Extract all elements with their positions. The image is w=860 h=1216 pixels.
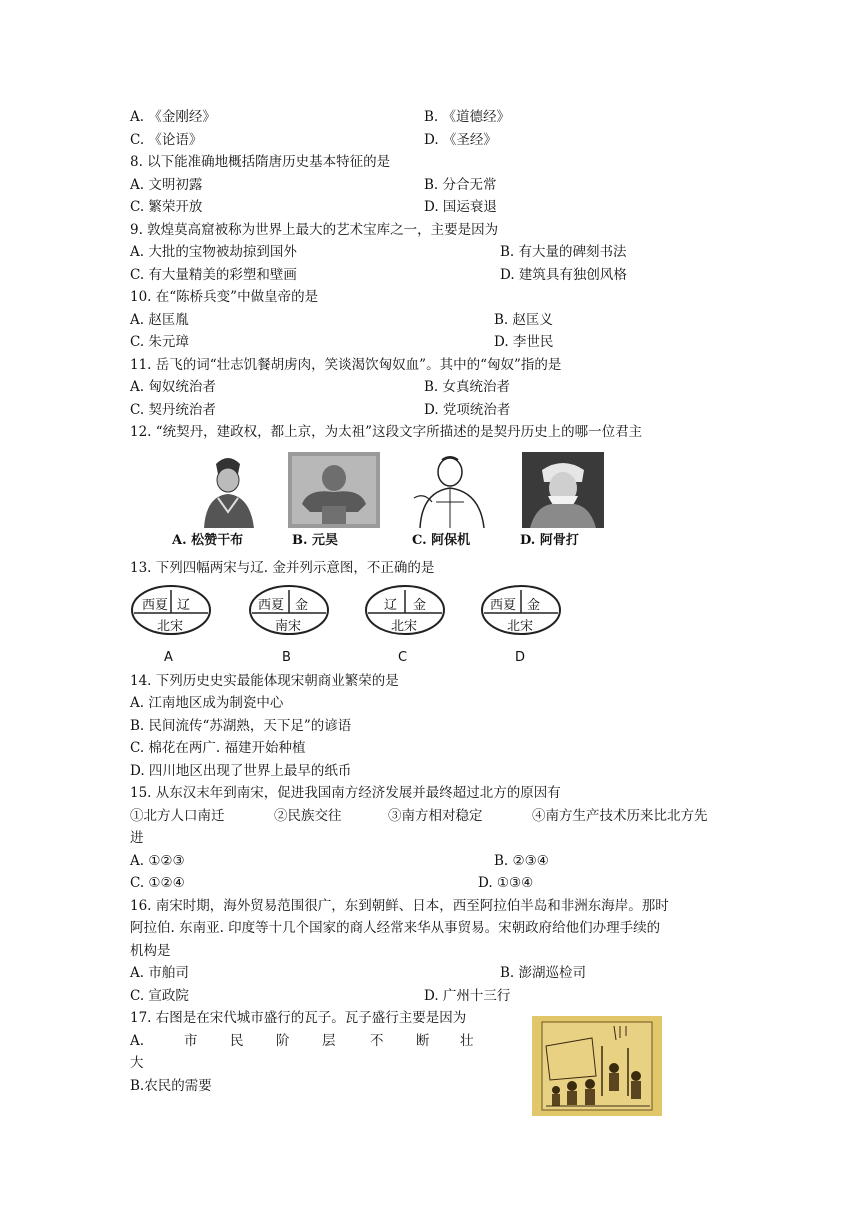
q7-option-a: A. 《金刚经》: [130, 109, 216, 125]
q15-item-4-cont: 进: [130, 830, 144, 846]
q9-option-a: A. 大批的宝物被劫掠到国外: [130, 244, 297, 260]
q14-stem: 14. 下列历史史实最能体现宋朝商业繁荣的是: [130, 673, 399, 689]
map-diagram-b: [248, 584, 330, 636]
q15-item-4: ④南方生产技术历来比北方先: [532, 808, 708, 824]
q17-option-a-word: 层: [322, 1033, 336, 1049]
q12-caption-b: B. 元昊: [292, 533, 339, 548]
map-d-bottom: 北宋: [507, 619, 534, 634]
map-label-c: C: [398, 650, 408, 665]
q9-option-b: B. 有大量的碑刻书法: [500, 244, 627, 260]
map-label-a: A: [164, 650, 173, 665]
map-diagram-d: [480, 584, 562, 636]
q9-option-d: D. 建筑具有独创风格: [500, 267, 627, 283]
q12-caption-d: D. 阿骨打: [520, 533, 579, 548]
q10-option-a: A. 赵匡胤: [130, 312, 189, 328]
portrait-songtsen-gampo: [192, 452, 264, 528]
q11-option-d: D. 党项统治者: [424, 402, 511, 418]
q14-option-b: B. 民间流传“苏湖熟，天下足”的谚语: [130, 718, 352, 734]
q17-option-a-word: 壮: [460, 1033, 474, 1049]
q16-stem-line-2: 阿拉伯. 东南亚. 印度等十几个国家的商人经常来华从事贸易。宋朝政府给他们办理手续的: [130, 920, 661, 936]
q12-stem: 12. “统契丹，建政权，都上京，为太祖”这段文字所描述的是契丹历史上的哪一位君主: [130, 424, 643, 440]
q17-option-a-word: 民: [230, 1033, 244, 1049]
wazi-illustration: [532, 1016, 662, 1116]
q9-option-c: C. 有大量精美的彩塑和壁画: [130, 267, 297, 283]
q8-option-d: D. 国运衰退: [424, 199, 497, 215]
portrait-aguda: [522, 452, 604, 528]
q8-option-a: A. 文明初露: [130, 177, 203, 193]
q7-option-b: B. 《道德经》: [424, 109, 511, 125]
q15-item-3: ③南方相对稳定: [388, 808, 483, 824]
q16-option-a: A. 市舶司: [130, 965, 189, 981]
q8-option-b: B. 分合无常: [424, 177, 497, 193]
map-a-bottom: 北宋: [157, 619, 184, 634]
map-a-top-right: 辽: [177, 598, 191, 613]
q15-stem: 15. 从东汉末年到南宋，促进我国南方经济发展并最终超过北方的原因有: [130, 785, 561, 801]
q8-option-c: C. 繁荣开放: [130, 199, 203, 215]
map-c-bottom: 北宋: [391, 619, 418, 634]
q15-option-b: B. ②③④: [494, 853, 549, 869]
drawing-abaoji: [410, 452, 494, 528]
map-d-top-right: 金: [527, 598, 541, 613]
q12-caption-a: A. 松赞干布: [172, 533, 244, 548]
q16-option-d: D. 广州十三行: [424, 988, 511, 1004]
q17-stem: 17. 右图是在宋代城市盛行的瓦子。瓦子盛行主要是因为: [130, 1010, 467, 1026]
q10-option-c: C. 朱元璋: [130, 334, 189, 350]
q8-stem: 8. 以下能准确地概括隋唐历史基本特征的是: [130, 154, 391, 170]
q16-stem-line-1: 16. 南宋时期，海外贸易范围很广，东到朝鲜、日本，西至阿拉伯半岛和非洲东海岸。那时: [130, 898, 669, 914]
q12-caption-c: C. 阿保机: [412, 533, 471, 548]
q15-option-d: D. ①③④: [478, 875, 534, 891]
q11-option-a: A. 匈奴统治者: [130, 379, 216, 395]
q17-option-a-word: 阶: [276, 1033, 290, 1049]
map-b-bottom: 南宋: [275, 619, 302, 634]
q7-option-c: C. 《论语》: [130, 132, 203, 148]
map-b-top-left: 西夏: [258, 598, 285, 613]
map-diagram-c: [364, 584, 446, 636]
q16-option-c: C. 宣政院: [130, 988, 189, 1004]
q14-option-c: C. 棉花在两广. 福建开始种植: [130, 740, 306, 756]
q17-option-a-word: 不: [370, 1033, 384, 1049]
q16-option-b: B. 澎湖巡检司: [500, 965, 587, 981]
q17-option-a-cont: 大: [130, 1055, 144, 1071]
statue-yuanhao: [288, 452, 380, 528]
q11-option-c: C. 契丹统治者: [130, 402, 216, 418]
map-label-d: D: [515, 650, 526, 665]
q14-option-d: D. 四川地区出现了世界上最早的纸币: [130, 763, 352, 779]
q10-stem: 10. 在“陈桥兵变”中做皇帝的是: [130, 289, 319, 305]
map-a-top-left: 西夏: [142, 598, 169, 613]
q11-option-b: B. 女真统治者: [424, 379, 511, 395]
q15-item-2: ②民族交往: [274, 808, 342, 824]
map-b-top-right: 金: [295, 598, 309, 613]
q16-stem-line-3: 机构是: [130, 943, 171, 959]
q10-option-b: B. 赵匡义: [494, 312, 554, 328]
q15-option-c: C. ①②④: [130, 875, 185, 891]
q13-stem: 13. 下列四幅两宋与辽. 金并列示意图，不正确的是: [130, 560, 435, 576]
map-c-top-right: 金: [413, 598, 427, 613]
map-c-top-left: 辽: [384, 598, 398, 613]
q14-option-a: A. 江南地区成为制瓷中心: [130, 695, 284, 711]
q7-option-d: D. 《圣经》: [424, 132, 497, 148]
map-diagram-a: [130, 584, 212, 636]
q17-option-a-word: A.: [130, 1033, 145, 1049]
q17-option-a-word: 断: [416, 1033, 430, 1049]
q15-option-a: A. ①②③: [130, 853, 185, 869]
q10-option-d: D. 李世民: [494, 334, 554, 350]
q17-option-b: B.农民的需要: [130, 1078, 212, 1094]
q11-stem: 11. 岳飞的词“壮志饥餐胡虏肉，笑谈渴饮匈奴血”。其中的“匈奴”指的是: [130, 357, 562, 373]
map-label-b: B: [282, 650, 291, 665]
q17-option-a-word: 市: [184, 1033, 198, 1049]
q15-item-1: ①北方人口南迁: [130, 808, 225, 824]
map-d-top-left: 西夏: [490, 598, 517, 613]
q9-stem: 9. 敦煌莫高窟被称为世界上最大的艺术宝库之一，主要是因为: [130, 222, 499, 238]
